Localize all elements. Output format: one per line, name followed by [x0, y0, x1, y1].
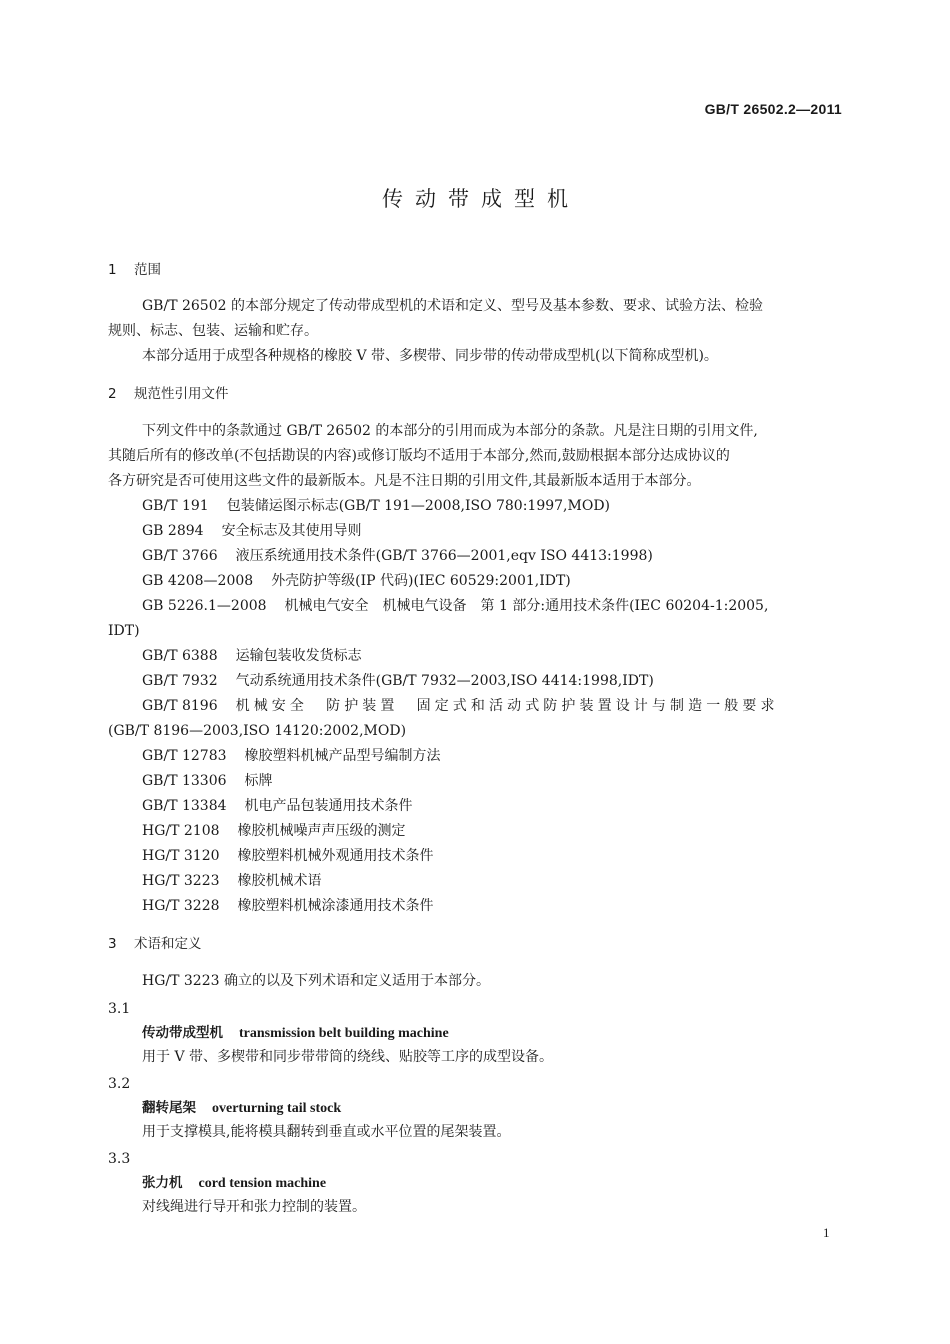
term-number: 3.1: [108, 1001, 131, 1017]
reference-item: GB/T 13384 机电产品包装通用技术条件: [142, 798, 413, 814]
section-1-heading: 1 范围: [108, 262, 161, 278]
term-definition: 用于支撑模具,能将模具翻转到垂直或水平位置的尾架装置。: [142, 1124, 511, 1140]
page-number: 1: [823, 1225, 830, 1240]
standard-number: GB/T 26502.2—2011: [704, 101, 842, 117]
scope-paragraph-2: 本部分适用于成型各种规格的橡胶 V 带、多楔带、同步带的传动带成型机(以下简称成型机)。: [142, 348, 718, 364]
section-3-heading: 3 术语和定义: [108, 936, 202, 952]
reference-item: GB/T 3766 液压系统通用技术条件(GB/T 3766—2001,eqv ISO 4413:1998): [142, 548, 653, 564]
reference-item: HG/T 3120 橡胶塑料机械外观通用技术条件: [142, 848, 434, 864]
term-heading: 张力机 cord tension machine: [142, 1175, 327, 1191]
section-2-heading: 2 规范性引用文件: [108, 386, 229, 402]
reference-item: GB 5226.1—2008 机械电气安全 机械电气设备 第 1 部分:通用技术条件(IEC 60204-1:2005,: [142, 598, 769, 614]
reference-item: GB/T 191 包装储运图示标志(GB/T 191—2008,ISO 780:1997,MOD): [142, 498, 611, 514]
reference-item: GB/T 8196 机械安全 防护装置 固定式和活动式防护装置设计与制造一般要求: [142, 698, 779, 714]
reference-item-cont: (GB/T 8196—2003,ISO 14120:2002,MOD): [108, 723, 407, 739]
reference-item: HG/T 3223 橡胶机械术语: [142, 873, 322, 889]
terms-intro: HG/T 3223 确立的以及下列术语和定义适用于本部分。: [142, 973, 490, 989]
term-heading: 传动带成型机 transmission belt building machine: [142, 1025, 449, 1041]
scope-paragraph-1-cont: 规则、标志、包装、运输和贮存。: [108, 323, 318, 339]
reference-item: HG/T 2108 橡胶机械噪声声压级的测定: [142, 823, 406, 839]
term-definition: 用于 V 带、多楔带和同步带带筒的绕线、贴胶等工序的成型设备。: [142, 1049, 554, 1065]
reference-item: GB/T 12783 橡胶塑料机械产品型号编制方法: [142, 748, 441, 764]
term-heading: 翻转尾架 overturning tail stock: [142, 1100, 342, 1116]
reference-item: GB 2894 安全标志及其使用导则: [142, 523, 362, 539]
scope-paragraph-1: GB/T 26502 的本部分规定了传动带成型机的术语和定义、型号及基本参数、要求、试验方法、检验: [142, 298, 763, 314]
reference-item: GB/T 7932 气动系统通用技术条件(GB/T 7932—2003,ISO 4414:1998,IDT): [142, 673, 654, 689]
reference-item: GB/T 13306 标牌: [142, 773, 273, 789]
reference-item: GB/T 6388 运输包装收发货标志: [142, 648, 362, 664]
reference-item-cont: IDT): [108, 623, 140, 639]
reference-item: GB 4208—2008 外壳防护等级(IP 代码)(IEC 60529:2001,IDT): [142, 573, 571, 589]
term-number: 3.2: [108, 1076, 131, 1092]
refs-intro-line-3: 各方研究是否可使用这些文件的最新版本。凡是不注日期的引用文件,其最新版本适用于本部分。: [108, 473, 701, 489]
term-definition: 对线绳进行导开和张力控制的装置。: [142, 1199, 366, 1215]
page-title: 传动带成型机: [382, 187, 580, 211]
refs-intro-line-2: 其随后所有的修改单(不包括勘误的内容)或修订版均不适用于本部分,然而,鼓励根据本部分达成协议的: [108, 448, 730, 464]
refs-intro-line-1: 下列文件中的条款通过 GB/T 26502 的本部分的引用而成为本部分的条款。凡是注日期的引用文件,: [142, 423, 758, 439]
reference-item: HG/T 3228 橡胶塑料机械涂漆通用技术条件: [142, 898, 434, 914]
term-number: 3.3: [108, 1151, 131, 1167]
